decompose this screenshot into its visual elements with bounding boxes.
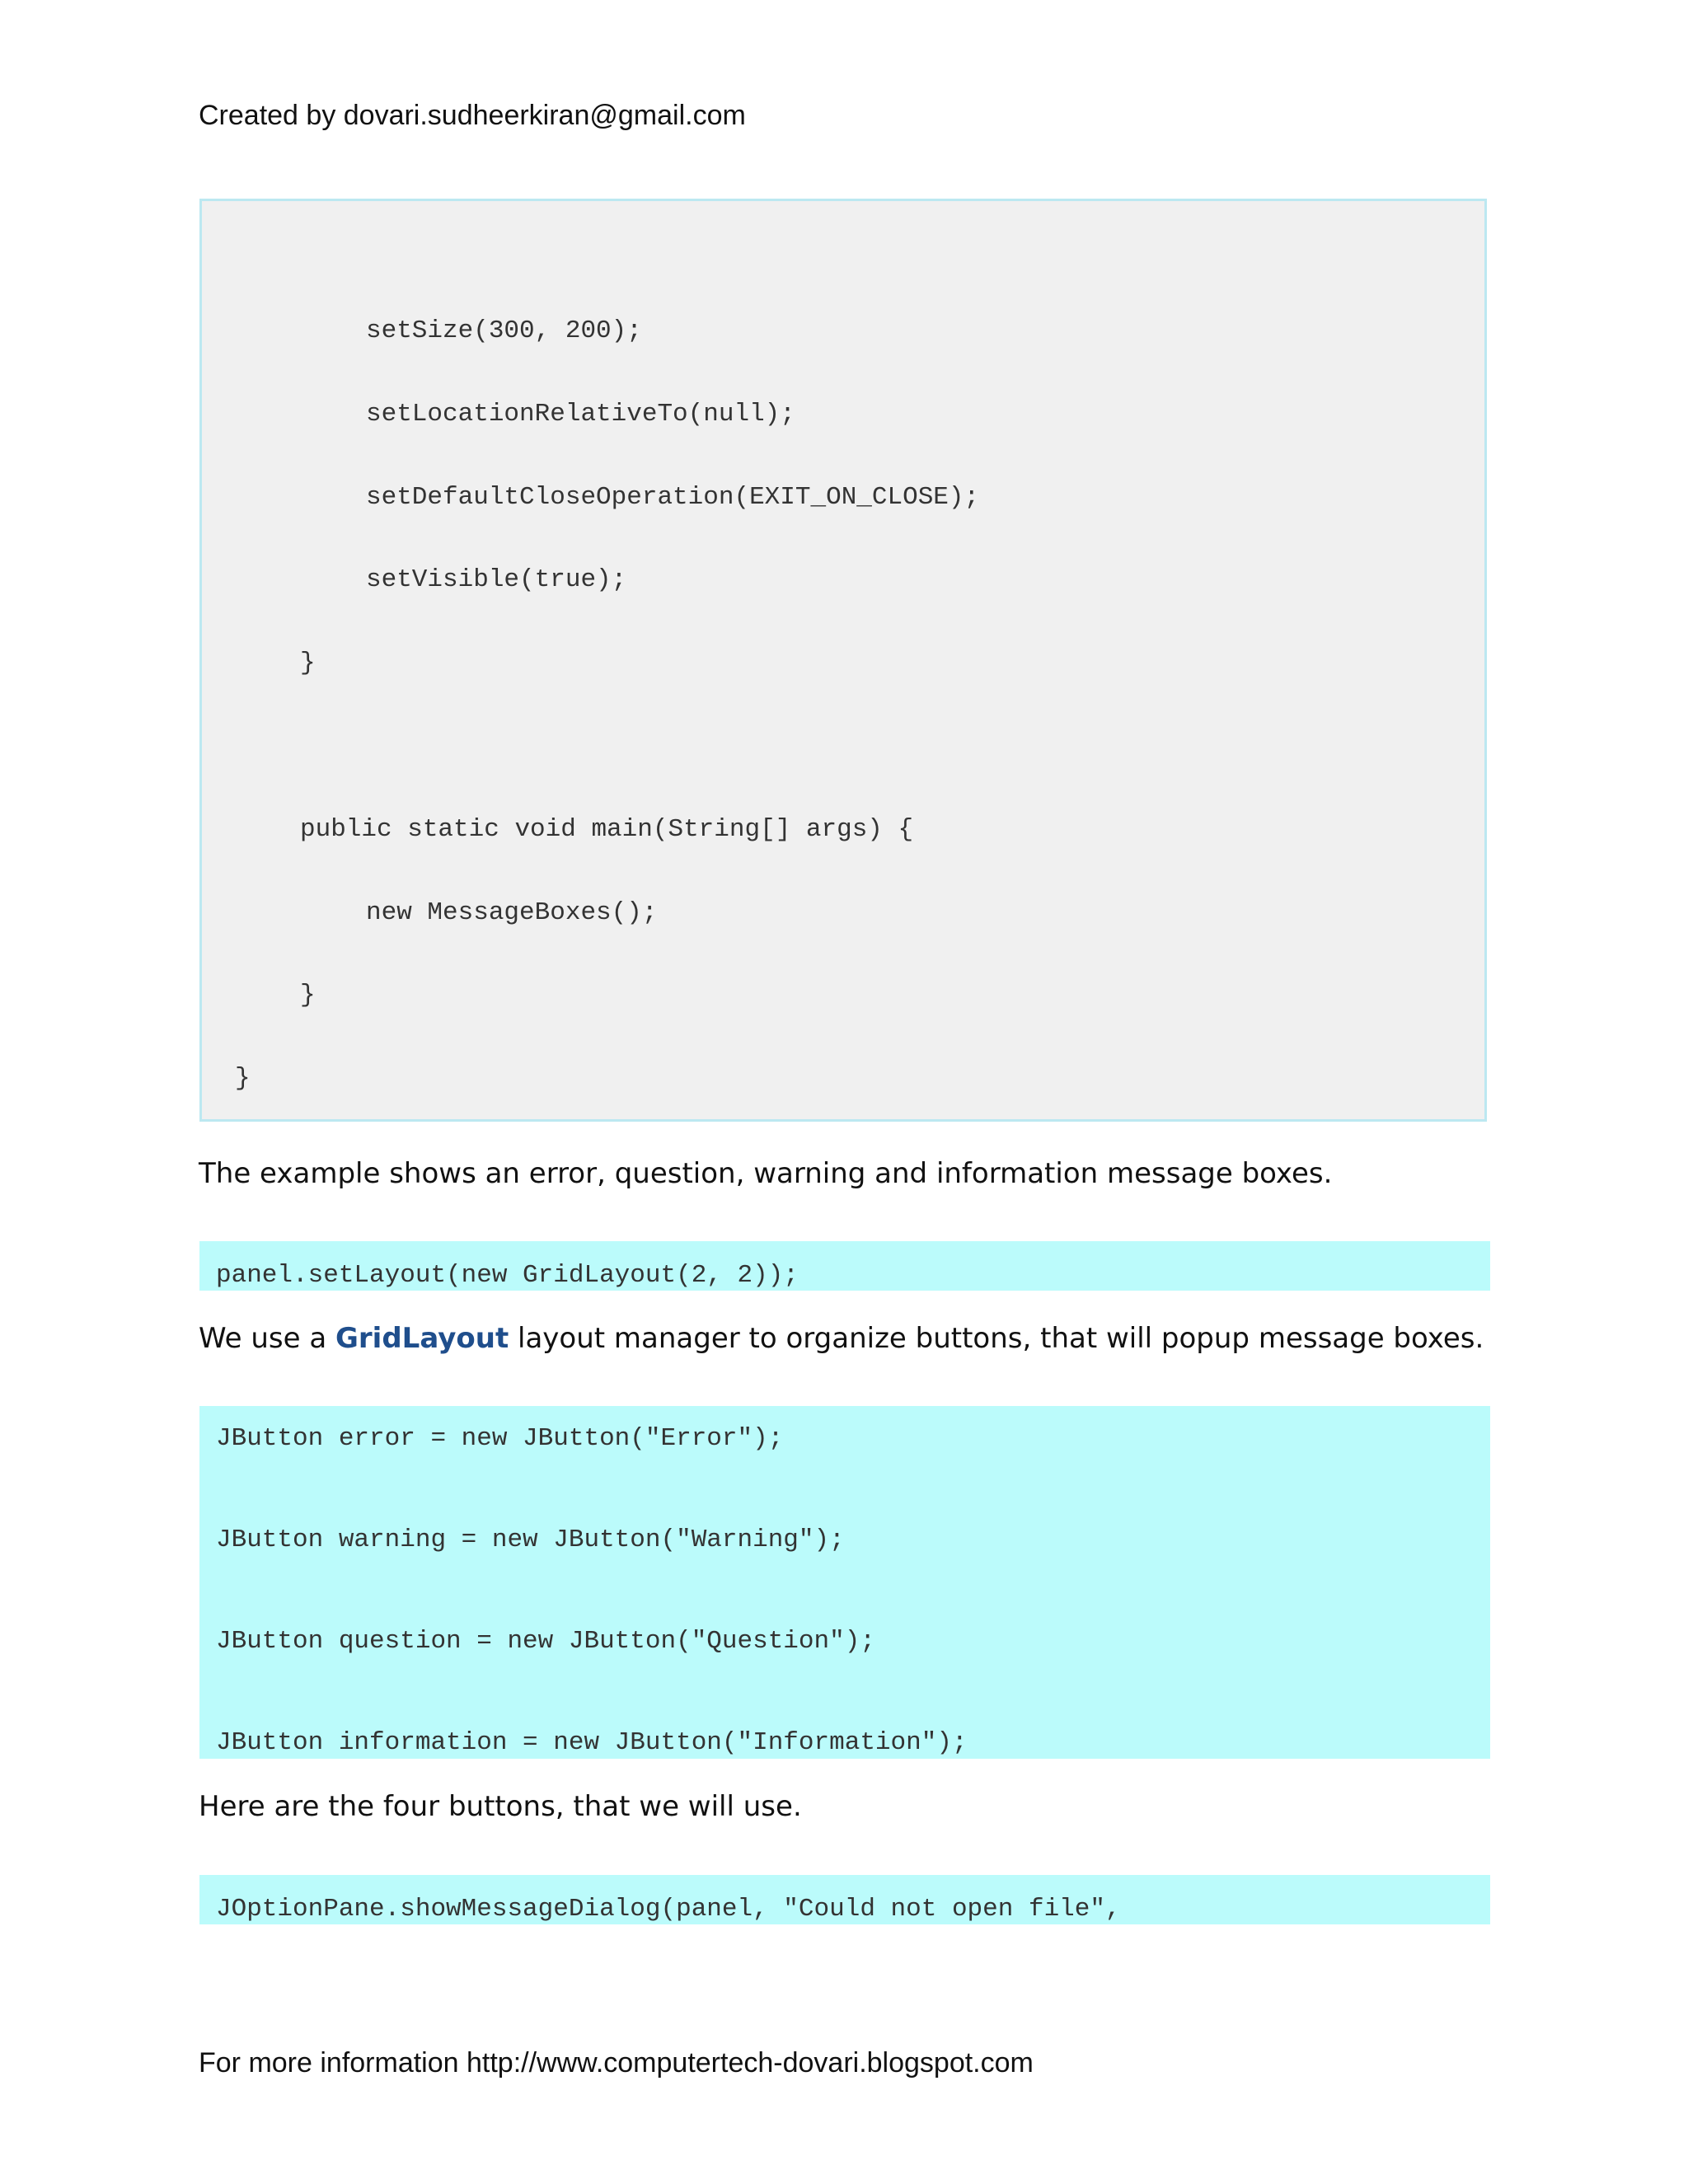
- buttons-description: Here are the four buttons, that we will use.: [199, 1790, 802, 1823]
- code-line: setDefaultCloseOperation(EXIT_ON_CLOSE);: [366, 483, 980, 512]
- code-line: JButton information = new JButton("Information");: [216, 1728, 968, 1757]
- gridlayout-text-after: layout manager to organize buttons, that will popup message boxes.: [509, 1322, 1484, 1355]
- code-line: setLocationRelativeTo(null);: [366, 400, 795, 429]
- gridlayout-description: [199, 1320, 1484, 1357]
- gridlayout-keyword: GridLayout: [335, 1322, 509, 1355]
- example-description: The example shows an error, question, warning and information message boxes.: [199, 1157, 1333, 1190]
- code-line: JOptionPane.showMessageDialog(panel, "Could not open file",: [216, 1895, 1121, 1924]
- code-line: JButton question = new JButton("Question");: [216, 1627, 875, 1656]
- code-line: }: [300, 981, 316, 1010]
- code-line: setSize(300, 200);: [366, 316, 642, 345]
- code-block-main: [199, 199, 1487, 1122]
- code-line: new MessageBoxes();: [366, 898, 658, 927]
- code-snippet-show-dialog: [199, 1875, 1490, 1924]
- page-footer: For more information http://www.computertech-dovari.blogspot.com: [199, 2047, 1034, 2079]
- code-line: }: [235, 1064, 251, 1093]
- code-snippet-buttons: [199, 1406, 1490, 1759]
- code-line: panel.setLayout(new GridLayout(2, 2));: [216, 1261, 799, 1290]
- gridlayout-text-before: We use a: [199, 1322, 335, 1355]
- code-line: setVisible(true);: [366, 565, 627, 594]
- code-line: JButton warning = new JButton("Warning");: [216, 1526, 845, 1554]
- code-snippet-set-layout: [199, 1241, 1490, 1291]
- page-header: Created by dovari.sudheerkiran@gmail.com: [199, 100, 746, 131]
- code-line: public static void main(String[] args) {: [300, 815, 914, 844]
- code-line: }: [300, 649, 316, 677]
- code-line: JButton error = new JButton("Error");: [216, 1424, 784, 1453]
